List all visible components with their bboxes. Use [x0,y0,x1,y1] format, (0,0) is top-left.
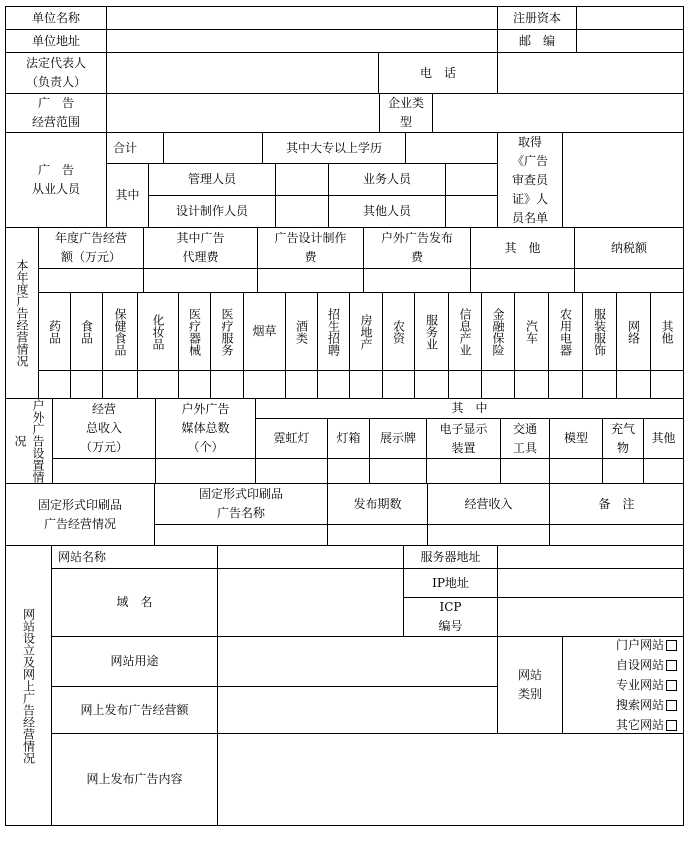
outdoor-type-label: 灯箱 [327,418,370,459]
managers-label: 管理人员 [148,163,276,196]
cert-field[interactable] [562,132,684,228]
category-header: 招生招聘 [317,292,350,371]
domain-label: 域 名 [51,568,218,637]
category-header: 农资 [382,292,415,371]
outdoor-type-label: 充气 物 [602,418,644,459]
legal-rep-label: 法定代表人 （负责人） [5,52,107,94]
outdoor-type-value[interactable] [500,458,550,484]
tax-field[interactable] [574,268,684,293]
purpose-label: 网站用途 [51,636,218,687]
category-label: 网站 类别 [497,636,563,734]
category-option[interactable]: 自设网站 [616,655,677,675]
outdoor-side-label: 户外广告设置情况 [5,398,53,484]
category-value[interactable] [548,370,583,399]
site-name-label: 网站名称 [51,545,218,569]
category-value[interactable] [102,370,138,399]
server-addr-label: 服务器地址 [403,545,498,569]
server-addr-field[interactable] [497,545,684,569]
phone-label: 电 话 [378,52,498,94]
outdoor-type-label: 交通 工具 [500,418,550,459]
print-title-label: 固定形式印刷品 广告经营情况 [5,483,155,546]
staff-total-field[interactable] [163,132,263,164]
category-value[interactable] [650,370,684,399]
online-content-label: 网上发布广告内容 [51,733,218,826]
sales-field[interactable] [445,163,498,196]
category-header: 网络 [616,292,651,371]
outdoor-type-value[interactable] [549,458,603,484]
category-option[interactable]: 搜索网站 [616,695,677,715]
annual-other-label: 其 他 [470,227,575,269]
outdoor-fee-label: 户外广告发布 费 [363,227,471,269]
category-value[interactable] [317,370,350,399]
outdoor-type-label: 其他 [643,418,684,459]
registered-capital-label: 注册资本 [497,6,577,30]
business-scope-label: 广 告 经营范围 [5,93,107,133]
category-header: 房地产 [349,292,383,371]
registered-capital-field[interactable] [576,6,684,30]
outdoor-media-total-label: 户外广告 媒体总数 （个） [155,398,256,459]
category-value[interactable] [137,370,179,399]
category-header: 服装服饰 [582,292,617,371]
checkbox[interactable] [666,660,677,671]
staff-college-label: 其中大专以上学历 [262,132,406,164]
managers-field[interactable] [275,163,329,196]
category-value[interactable] [616,370,651,399]
design-fee-label: 广告设计制作 费 [257,227,364,269]
outdoor-type-value[interactable] [602,458,644,484]
category-value[interactable] [178,370,211,399]
category-value[interactable] [349,370,383,399]
category-header: 酒类 [285,292,318,371]
design-fee-field[interactable] [257,268,364,293]
others-label: 其他人员 [328,195,446,228]
staff-label: 广 告 从业人员 [5,132,107,228]
ip-label: IP地址 [403,568,498,598]
category-value[interactable] [582,370,617,399]
category-value[interactable] [38,370,71,399]
website-side-label: 网站设立及网上广告经营情况 [5,545,52,826]
site-name-field[interactable] [217,545,404,569]
category-header: 信息产业 [448,292,482,371]
domain-field[interactable] [217,568,404,637]
category-value[interactable] [382,370,415,399]
print-income-label: 经营收入 [427,483,550,525]
checkbox[interactable] [666,640,677,651]
staff-among-label: 其中 [106,163,149,228]
phone-field[interactable] [497,52,684,94]
category-header: 烟草 [243,292,286,371]
category-value[interactable] [243,370,286,399]
category-header: 农用电器 [548,292,583,371]
unit-name-field[interactable] [106,6,498,30]
postcode-field[interactable] [576,29,684,53]
category-value[interactable] [514,370,549,399]
outdoor-type-label: 霓虹灯 [255,418,328,459]
print-income-field[interactable] [427,524,550,546]
postcode-label: 邮 编 [497,29,577,53]
staff-college-field[interactable] [405,132,498,164]
category-value[interactable] [448,370,482,399]
enterprise-type-field[interactable] [432,93,684,133]
print-name-field[interactable] [154,524,328,546]
outdoor-among-label: 其 中 [255,398,684,419]
tax-label: 纳税额 [574,227,684,269]
ip-field[interactable] [497,568,684,598]
category-value[interactable] [481,370,515,399]
category-value[interactable] [210,370,244,399]
print-remark-label: 备 注 [549,483,684,525]
outdoor-type-label: 展示牌 [369,418,427,459]
category-header: 金融保险 [481,292,515,371]
category-header: 化妆品 [137,292,179,371]
category-option[interactable]: 其它网站 [616,715,677,734]
annual-side-label: 本年度广告经营情况 [5,227,39,399]
online-amount-label: 网上发布广告经营额 [51,686,218,734]
others-field[interactable] [445,195,498,228]
annual-revenue-label: 年度广告经营 额（万元） [38,227,144,269]
sales-label: 业务人员 [328,163,446,196]
outdoor-type-value[interactable] [255,458,328,484]
category-options [562,636,684,734]
category-value[interactable] [70,370,103,399]
outdoor-type-value[interactable] [327,458,370,484]
outdoor-type-value[interactable] [426,458,501,484]
category-header: 食品 [70,292,103,371]
category-header: 药品 [38,292,71,371]
category-header: 医疗器械 [178,292,211,371]
outdoor-type-value[interactable] [643,458,684,484]
outdoor-fee-field[interactable] [363,268,471,293]
checkbox[interactable] [666,680,677,691]
category-header: 保健食品 [102,292,138,371]
designers-label: 设计制作人员 [148,195,276,228]
purpose-field[interactable] [217,636,498,687]
staff-total-label: 合计 [106,132,164,164]
print-issues-label: 发布期数 [327,483,428,525]
online-amount-field[interactable] [217,686,498,734]
designers-field[interactable] [275,195,329,228]
unit-name-label: 单位名称 [5,6,107,30]
icp-field[interactable] [497,597,684,637]
category-header: 服务业 [414,292,449,371]
agency-fee-field[interactable] [143,268,258,293]
outdoor-type-label: 电子显示 装置 [426,418,501,459]
category-value[interactable] [285,370,318,399]
agency-fee-label: 其中广告 代理费 [143,227,258,269]
category-option[interactable]: 专业网站 [616,675,677,695]
cert-label: 取得 《广告 审查员 证》人 员名单 [497,132,563,228]
outdoor-type-value[interactable] [369,458,427,484]
business-scope-field[interactable] [106,93,380,133]
annual-revenue-field[interactable] [38,268,144,293]
enterprise-type-label: 企业类 型 [379,93,433,133]
legal-rep-field[interactable] [106,52,379,94]
annual-other-field[interactable] [470,268,575,293]
outdoor-media-total-field[interactable] [155,458,256,484]
print-issues-field[interactable] [327,524,428,546]
unit-address-label: 单位地址 [5,29,107,53]
category-value[interactable] [414,370,449,399]
outdoor-type-label: 模型 [549,418,603,459]
icp-label: ICP 编号 [403,597,498,637]
online-content-field[interactable] [217,733,684,826]
checkbox[interactable] [666,720,677,731]
checkbox[interactable] [666,700,677,711]
category-header: 其他 [650,292,684,371]
outdoor-income-label: 经营 总收入 （万元） [52,398,156,459]
print-remark-field[interactable] [549,524,684,546]
category-header: 汽车 [514,292,549,371]
outdoor-income-field[interactable] [52,458,156,484]
category-header: 医疗服务 [210,292,244,371]
unit-address-field[interactable] [106,29,498,53]
print-name-label: 固定形式印刷品 广告名称 [154,483,328,525]
category-option[interactable]: 门户网站 [616,636,677,655]
